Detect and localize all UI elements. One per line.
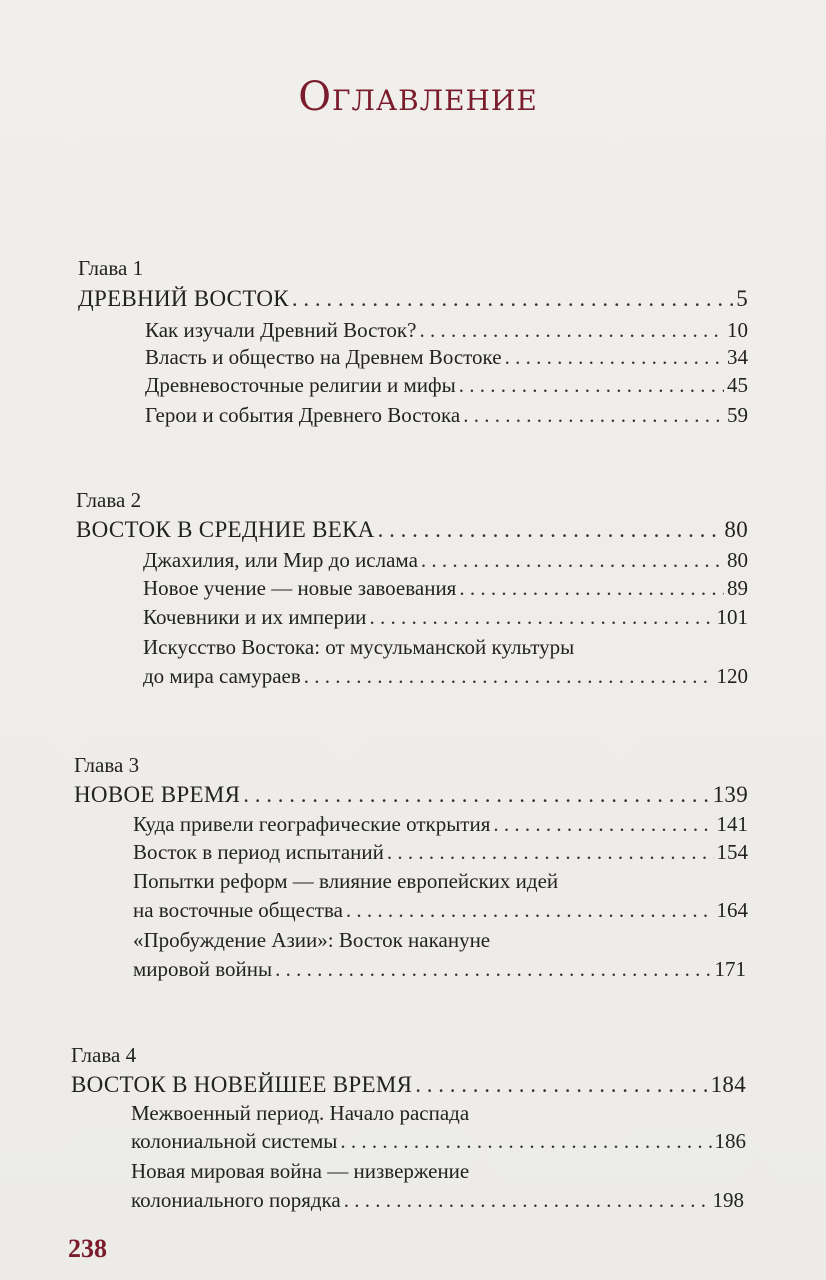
section-title: мировой войны bbox=[133, 957, 273, 981]
page-ref: 45 bbox=[727, 373, 748, 397]
section-title: Герои и события Древнего Востока bbox=[145, 403, 461, 427]
page-ref: 186 bbox=[714, 1129, 746, 1153]
chapter-title: ВОСТОК В СРЕДНИЕ ВЕКА bbox=[76, 517, 375, 542]
section-title: Как изучали Древний Восток? bbox=[145, 318, 417, 342]
section-title: Джахилия, или Мир до ислама bbox=[143, 548, 418, 572]
page-ref: 171 bbox=[714, 957, 746, 981]
leader-dots bbox=[459, 373, 724, 398]
toc-entry[interactable] bbox=[145, 403, 748, 428]
leader-dots bbox=[505, 345, 724, 370]
chapter-title-line[interactable] bbox=[74, 782, 748, 808]
chapter-title: ДРЕВНИЙ ВОСТОК bbox=[78, 286, 289, 311]
section-title: Кочевники и их империи bbox=[143, 605, 367, 629]
page-ref: 80 bbox=[727, 548, 748, 572]
section-title: Куда привели географические открытия bbox=[133, 812, 491, 836]
page-ref: 139 bbox=[712, 782, 748, 807]
toc-entry[interactable] bbox=[143, 576, 748, 601]
page-ref: 120 bbox=[716, 664, 748, 688]
leader-dots bbox=[419, 318, 724, 343]
leader-dots bbox=[459, 576, 724, 601]
leader-dots bbox=[344, 1188, 710, 1213]
toc-entry[interactable] bbox=[133, 957, 746, 982]
page-ref: 59 bbox=[727, 403, 748, 427]
leader-dots bbox=[421, 548, 724, 573]
leader-dots bbox=[415, 1072, 707, 1098]
section-title: колониального порядка bbox=[131, 1188, 341, 1212]
leader-dots bbox=[346, 898, 714, 923]
page-ref: 101 bbox=[716, 605, 748, 629]
toc-entry[interactable] bbox=[143, 664, 748, 689]
section-title: на восточные общества bbox=[133, 898, 343, 922]
chapter-title-line[interactable] bbox=[71, 1072, 746, 1098]
page-ref: 164 bbox=[716, 898, 748, 922]
toc-entry[interactable] bbox=[131, 1188, 744, 1213]
leader-dots bbox=[304, 664, 714, 689]
section-title: Новое учение — новые завоевания bbox=[143, 576, 457, 600]
page-title: Оглавление bbox=[298, 74, 538, 120]
leader-dots bbox=[463, 403, 724, 428]
chapter-label: Глава 4 bbox=[71, 1043, 137, 1067]
chapter-label: Глава 3 bbox=[74, 753, 140, 777]
toc-entry[interactable] bbox=[145, 318, 748, 343]
toc-entry[interactable] bbox=[143, 548, 748, 573]
section-title-line1[interactable]: Новая мировая война — низвержение bbox=[131, 1159, 470, 1183]
toc-entry[interactable] bbox=[133, 840, 748, 865]
page-ref: 184 bbox=[710, 1072, 746, 1097]
section-title-line1[interactable]: Межвоенный период. Начало распада bbox=[131, 1101, 470, 1125]
toc-entry[interactable] bbox=[145, 373, 748, 398]
section-title-line1[interactable]: «Пробуждение Азии»: Восток накануне bbox=[133, 928, 491, 952]
leader-dots bbox=[378, 517, 722, 543]
chapter-label: Глава 2 bbox=[76, 488, 142, 512]
chapter-title: НОВОЕ ВРЕМЯ bbox=[74, 782, 241, 807]
leader-dots bbox=[369, 605, 713, 630]
section-title: колониальной системы bbox=[131, 1129, 338, 1153]
page-number: 238 bbox=[68, 1234, 107, 1263]
chapter-label: Глава 1 bbox=[78, 256, 144, 280]
chapter-title: ВОСТОК В НОВЕЙШЕЕ ВРЕМЯ bbox=[71, 1072, 413, 1097]
leader-dots bbox=[243, 782, 709, 808]
page-ref: 198 bbox=[712, 1188, 744, 1212]
page-ref: 34 bbox=[727, 345, 748, 369]
section-title-line1[interactable]: Попытки реформ — влияние европейских идей bbox=[133, 869, 559, 893]
page-ref: 89 bbox=[727, 576, 748, 600]
page-ref: 154 bbox=[716, 840, 748, 864]
leader-dots bbox=[292, 286, 733, 312]
chapter-title-line[interactable] bbox=[76, 517, 748, 543]
page-ref: 80 bbox=[724, 517, 748, 542]
toc-entry[interactable] bbox=[133, 898, 748, 923]
page-ref: 141 bbox=[716, 812, 748, 836]
section-title-line1[interactable]: Искусство Востока: от мусульманской культуры bbox=[143, 635, 575, 659]
toc-entry[interactable] bbox=[145, 345, 748, 370]
toc-entry[interactable] bbox=[143, 605, 748, 630]
section-title: Древневосточные религии и мифы bbox=[145, 373, 456, 397]
leader-dots bbox=[275, 957, 711, 982]
leader-dots bbox=[387, 840, 714, 865]
section-title: Власть и общество на Древнем Востоке bbox=[145, 345, 502, 369]
toc-entry[interactable] bbox=[131, 1129, 746, 1154]
section-title: Восток в период испытаний bbox=[133, 840, 384, 864]
page-ref: 5 bbox=[736, 286, 748, 311]
leader-dots bbox=[493, 812, 713, 837]
toc-entry[interactable] bbox=[133, 812, 748, 837]
page-ref: 10 bbox=[727, 318, 748, 342]
leader-dots bbox=[340, 1129, 711, 1154]
chapter-title-line[interactable] bbox=[78, 286, 748, 312]
section-title: до мира самураев bbox=[143, 664, 301, 688]
